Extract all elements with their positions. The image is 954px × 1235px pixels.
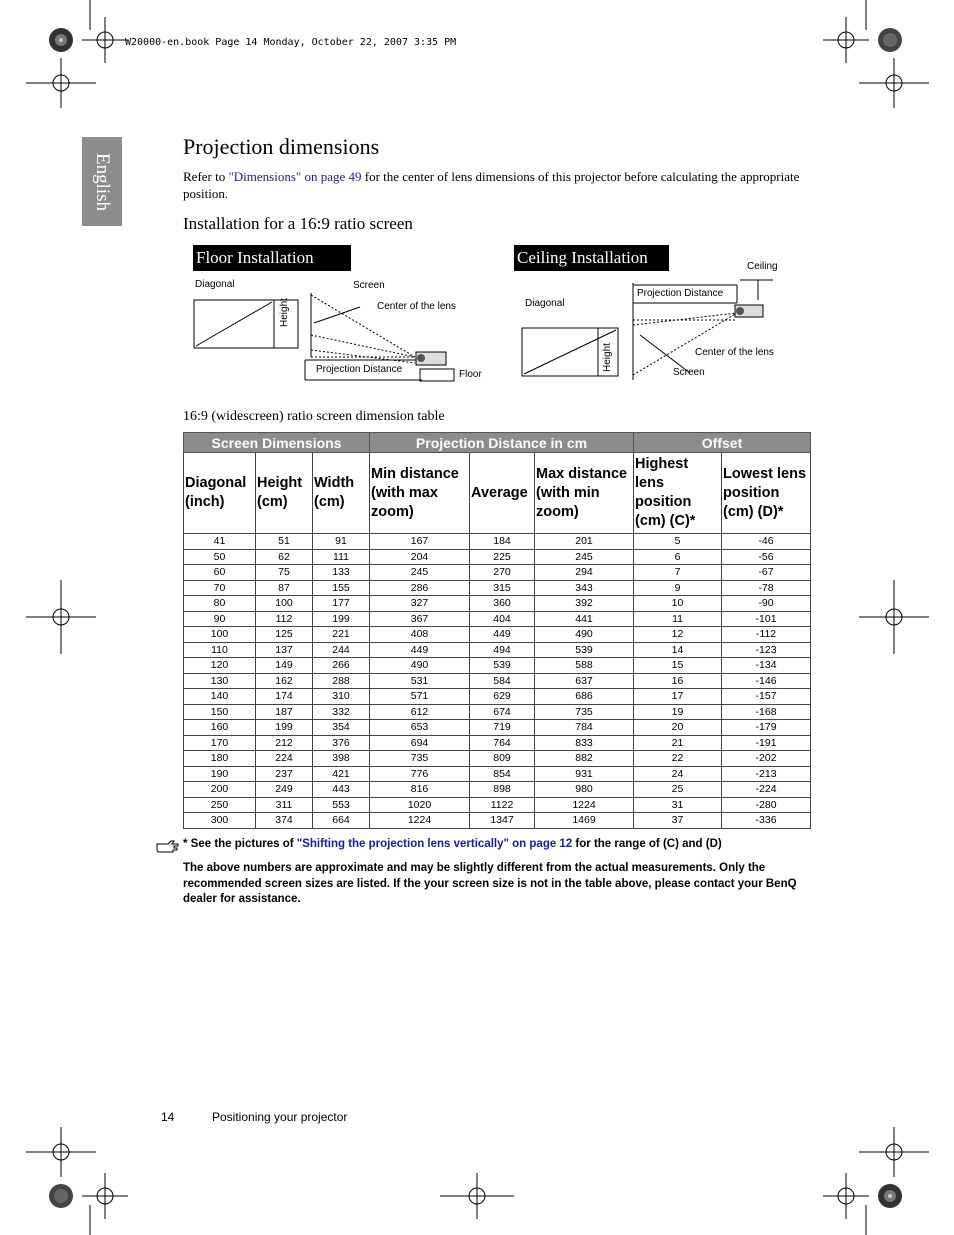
- table-cell: 6: [634, 549, 722, 565]
- table-cell: 354: [313, 720, 370, 736]
- table-cell: 75: [256, 565, 313, 581]
- table-cell: 1224: [370, 813, 470, 829]
- table-cell: 15: [634, 658, 722, 674]
- floor-diagonal-label: Diagonal: [195, 279, 235, 290]
- density-wheel-icon: [49, 28, 73, 52]
- col-diagonal: Diagonal (inch): [184, 453, 256, 534]
- intro-paragraph: [183, 168, 803, 202]
- crosshair-icon: [859, 1127, 929, 1177]
- table-cell: 494: [470, 642, 535, 658]
- table-cell: -134: [722, 658, 811, 674]
- table-cell: 931: [535, 766, 634, 782]
- table-cell: 449: [370, 642, 470, 658]
- table-cell: 91: [313, 534, 370, 550]
- table-cell: 784: [535, 720, 634, 736]
- table-cell: 100: [256, 596, 313, 612]
- crosshair-icon: [823, 17, 869, 63]
- table-cell: 125: [256, 627, 313, 643]
- group-header-row: [184, 433, 811, 453]
- table-cell: 612: [370, 704, 470, 720]
- table-cell: 315: [470, 580, 535, 596]
- table-cell: -280: [722, 797, 811, 813]
- table-row: [184, 596, 811, 612]
- table-cell: 310: [313, 689, 370, 705]
- table-row: [184, 766, 811, 782]
- table-cell: 408: [370, 627, 470, 643]
- table-cell: 17: [634, 689, 722, 705]
- col-highest-lens: Highest lens position (cm) (C)*: [634, 453, 722, 534]
- table-cell: -123: [722, 642, 811, 658]
- table-cell: 664: [313, 813, 370, 829]
- density-wheel-icon: [878, 28, 902, 52]
- table-cell: 250: [184, 797, 256, 813]
- ceiling-installation-heading: Ceiling Installation: [514, 245, 669, 271]
- floor-distance-label: Projection Distance: [316, 364, 403, 375]
- table-cell: 398: [313, 751, 370, 767]
- table-cell: 160: [184, 720, 256, 736]
- table-cell: 20: [634, 720, 722, 736]
- table-cell: 266: [313, 658, 370, 674]
- note1-prefix: * See the pictures of: [183, 838, 297, 850]
- table-cell: 110: [184, 642, 256, 658]
- table-cell: 190: [184, 766, 256, 782]
- table-cell: 809: [470, 751, 535, 767]
- ceiling-center-label: Center of the lens: [695, 347, 774, 358]
- floor-label: Floor: [459, 369, 482, 380]
- table-cell: -101: [722, 611, 811, 627]
- crosshair-icon: [82, 17, 128, 63]
- floor-height-label: Height: [279, 298, 290, 327]
- col-lowest-lens: Lowest lens position (cm) (D)*: [722, 453, 811, 534]
- table-cell: 490: [370, 658, 470, 674]
- table-row: [184, 549, 811, 565]
- table-cell: 187: [256, 704, 313, 720]
- table-cell: -202: [722, 751, 811, 767]
- pointing-hand-icon: [156, 840, 180, 853]
- table-row: [184, 704, 811, 720]
- table-cell: 5: [634, 534, 722, 550]
- table-row: [184, 797, 811, 813]
- table-cell: 155: [313, 580, 370, 596]
- crosshair-icon: [82, 1173, 128, 1219]
- table-cell: 288: [313, 673, 370, 689]
- table-row: [184, 627, 811, 643]
- table-cell: 70: [184, 580, 256, 596]
- table-cell: 629: [470, 689, 535, 705]
- table-cell: 199: [256, 720, 313, 736]
- projector-icon: [416, 352, 446, 365]
- table-cell: 80: [184, 596, 256, 612]
- table-cell: 1347: [470, 813, 535, 829]
- table-cell: 137: [256, 642, 313, 658]
- table-cell: 225: [470, 549, 535, 565]
- projector-icon: [735, 305, 763, 317]
- table-cell: 719: [470, 720, 535, 736]
- language-tab: [82, 137, 122, 226]
- table-cell: -157: [722, 689, 811, 705]
- table-cell: -224: [722, 782, 811, 798]
- ceiling-distance-label: Projection Distance: [637, 288, 724, 299]
- footnote-lens-shift: [183, 838, 722, 850]
- table-body: [184, 534, 811, 829]
- col-width: Width (cm): [313, 453, 370, 534]
- table-cell: 221: [313, 627, 370, 643]
- table-cell: 111: [313, 549, 370, 565]
- col-min-distance: Min distance (with max zoom): [370, 453, 470, 534]
- table-cell: 200: [184, 782, 256, 798]
- table-cell: 392: [535, 596, 634, 612]
- table-cell: 1469: [535, 813, 634, 829]
- table-cell: 441: [535, 611, 634, 627]
- table-cell: 19: [634, 704, 722, 720]
- table-cell: 21: [634, 735, 722, 751]
- table-cell: 150: [184, 704, 256, 720]
- table-cell: 133: [313, 565, 370, 581]
- table-cell: 180: [184, 751, 256, 767]
- floor-center-label: Center of the lens: [377, 301, 456, 312]
- ceiling-diagonal-label: Diagonal: [525, 298, 565, 309]
- table-cell: 112: [256, 611, 313, 627]
- table-cell: 343: [535, 580, 634, 596]
- density-wheel-icon: [49, 1184, 73, 1208]
- table-cell: 882: [535, 751, 634, 767]
- table-cell: 9: [634, 580, 722, 596]
- table-cell: 674: [470, 704, 535, 720]
- table-cell: 553: [313, 797, 370, 813]
- table-row: [184, 580, 811, 596]
- table-cell: 735: [535, 704, 634, 720]
- table-cell: 421: [313, 766, 370, 782]
- table-cell: -56: [722, 549, 811, 565]
- table-cell: 140: [184, 689, 256, 705]
- table-cell: 11: [634, 611, 722, 627]
- table-cell: 490: [535, 627, 634, 643]
- table-cell: 162: [256, 673, 313, 689]
- table-cell: 764: [470, 735, 535, 751]
- table-cell: 270: [470, 565, 535, 581]
- table-cell: 177: [313, 596, 370, 612]
- table-cell: 980: [535, 782, 634, 798]
- table-cell: 60: [184, 565, 256, 581]
- ceiling-label: Ceiling: [747, 261, 778, 272]
- group-screen-dimensions: Screen Dimensions: [184, 433, 370, 453]
- dimensions-link[interactable]: "Dimensions" on page 49: [228, 169, 362, 184]
- table-cell: 87: [256, 580, 313, 596]
- table-cell: 588: [535, 658, 634, 674]
- table-cell: 327: [370, 596, 470, 612]
- table-cell: -336: [722, 813, 811, 829]
- crosshair-icon: [859, 580, 929, 654]
- table-cell: 167: [370, 534, 470, 550]
- table-cell: 149: [256, 658, 313, 674]
- table-cell: 37: [634, 813, 722, 829]
- table-cell: 854: [470, 766, 535, 782]
- table-cell: 249: [256, 782, 313, 798]
- table-cell: 16: [634, 673, 722, 689]
- table-cell: 130: [184, 673, 256, 689]
- section-subtitle: Installation for a 16:9 ratio screen: [183, 214, 413, 233]
- table-row: [184, 751, 811, 767]
- crosshair-icon: [859, 58, 929, 108]
- table-cell: 199: [313, 611, 370, 627]
- table-row: [184, 735, 811, 751]
- crosshair-icon: [823, 1173, 869, 1219]
- table-cell: 184: [470, 534, 535, 550]
- column-header-row: [184, 453, 811, 534]
- ceiling-height-label: Height: [602, 343, 613, 372]
- table-cell: 776: [370, 766, 470, 782]
- screen-dimension-table: [183, 432, 811, 829]
- table-cell: -146: [722, 673, 811, 689]
- table-cell: 24: [634, 766, 722, 782]
- table-cell: 443: [313, 782, 370, 798]
- table-cell: -46: [722, 534, 811, 550]
- table-cell: 14: [634, 642, 722, 658]
- floor-installation-heading: Floor Installation: [193, 245, 351, 271]
- table-cell: 245: [535, 549, 634, 565]
- footer-section: Positioning your projector: [212, 1110, 348, 1124]
- table-cell: 174: [256, 689, 313, 705]
- table-cell: 204: [370, 549, 470, 565]
- table-row: [184, 611, 811, 627]
- table-cell: 816: [370, 782, 470, 798]
- table-cell: 735: [370, 751, 470, 767]
- table-cell: 212: [256, 735, 313, 751]
- table-cell: 404: [470, 611, 535, 627]
- table-cell: 898: [470, 782, 535, 798]
- crosshair-icon: [26, 58, 96, 108]
- ceiling-screen-label: Screen: [673, 367, 705, 378]
- book-header: W20000-en.book Page 14 Monday, October 22, 2007 3:35 PM: [125, 37, 457, 48]
- table-cell: 51: [256, 534, 313, 550]
- table-cell: -90: [722, 596, 811, 612]
- table-cell: 539: [535, 642, 634, 658]
- table-cell: 376: [313, 735, 370, 751]
- table-cell: 7: [634, 565, 722, 581]
- page-title: Projection dimensions: [183, 134, 380, 159]
- table-cell: 50: [184, 549, 256, 565]
- table-row: [184, 673, 811, 689]
- table-cell: 31: [634, 797, 722, 813]
- table-cell: 571: [370, 689, 470, 705]
- table-row: [184, 813, 811, 829]
- table-cell: 245: [370, 565, 470, 581]
- lens-shift-link[interactable]: "Shifting the projection lens vertically" on page 12: [296, 838, 573, 850]
- table-cell: -67: [722, 565, 811, 581]
- table-cell: 244: [313, 642, 370, 658]
- table-cell: 201: [535, 534, 634, 550]
- table-cell: -78: [722, 580, 811, 596]
- col-height: Height (cm): [256, 453, 313, 534]
- table-cell: 300: [184, 813, 256, 829]
- table-cell: 1224: [535, 797, 634, 813]
- table-cell: 1020: [370, 797, 470, 813]
- table-cell: 374: [256, 813, 313, 829]
- table-cell: -191: [722, 735, 811, 751]
- table-cell: 694: [370, 735, 470, 751]
- table-cell: 10: [634, 596, 722, 612]
- col-max-distance: Max distance (with min zoom): [535, 453, 634, 534]
- table-caption: 16:9 (widescreen) ratio screen dimension table: [183, 409, 445, 424]
- table-cell: 360: [470, 596, 535, 612]
- intro-prefix: Refer to: [183, 169, 229, 184]
- table-cell: 332: [313, 704, 370, 720]
- crosshair-icon: [26, 580, 96, 654]
- table-cell: 833: [535, 735, 634, 751]
- language-tab-label: English: [92, 152, 113, 211]
- table-cell: -112: [722, 627, 811, 643]
- table-cell: 686: [535, 689, 634, 705]
- table-row: [184, 642, 811, 658]
- table-cell: 311: [256, 797, 313, 813]
- table-cell: -213: [722, 766, 811, 782]
- table-row: [184, 689, 811, 705]
- table-cell: 90: [184, 611, 256, 627]
- table-cell: 237: [256, 766, 313, 782]
- table-row: [184, 565, 811, 581]
- table-cell: -179: [722, 720, 811, 736]
- group-projection-distance: Projection Distance in cm: [370, 433, 634, 453]
- table-cell: 22: [634, 751, 722, 767]
- group-offset: Offset: [634, 433, 811, 453]
- table-cell: 653: [370, 720, 470, 736]
- table-row: [184, 658, 811, 674]
- table-cell: 12: [634, 627, 722, 643]
- crosshair-icon: [440, 1173, 514, 1219]
- table-cell: 62: [256, 549, 313, 565]
- col-average: Average: [470, 453, 535, 534]
- table-cell: -168: [722, 704, 811, 720]
- table-cell: 449: [470, 627, 535, 643]
- table-cell: 224: [256, 751, 313, 767]
- page-number: 14: [161, 1110, 175, 1124]
- table-row: [184, 534, 811, 550]
- table-cell: 367: [370, 611, 470, 627]
- intro-suffix: for the center of lens dimensions of this projector before calculating the appropriate position.: [183, 169, 800, 201]
- table-row: [184, 782, 811, 798]
- table-cell: 531: [370, 673, 470, 689]
- table-cell: 1122: [470, 797, 535, 813]
- table-cell: 637: [535, 673, 634, 689]
- table-cell: 584: [470, 673, 535, 689]
- density-wheel-icon: [878, 1184, 902, 1208]
- table-cell: 25: [634, 782, 722, 798]
- table-cell: 100: [184, 627, 256, 643]
- table-cell: 294: [535, 565, 634, 581]
- floor-screen-label: Screen: [353, 280, 385, 291]
- table-cell: 120: [184, 658, 256, 674]
- table-cell: 539: [470, 658, 535, 674]
- crosshair-icon: [26, 1127, 96, 1177]
- footnote-approximate: The above numbers are approximate and may be slightly different from the actual measurements. Only the recommended screen sizes are listed. If the your screen size is not in the table above, please contact your BenQ dealer for assistance.: [183, 862, 797, 905]
- table-cell: 170: [184, 735, 256, 751]
- note1-suffix: for the range of (C) and (D): [572, 838, 722, 850]
- table-row: [184, 720, 811, 736]
- table-cell: 41: [184, 534, 256, 550]
- table-cell: 286: [370, 580, 470, 596]
